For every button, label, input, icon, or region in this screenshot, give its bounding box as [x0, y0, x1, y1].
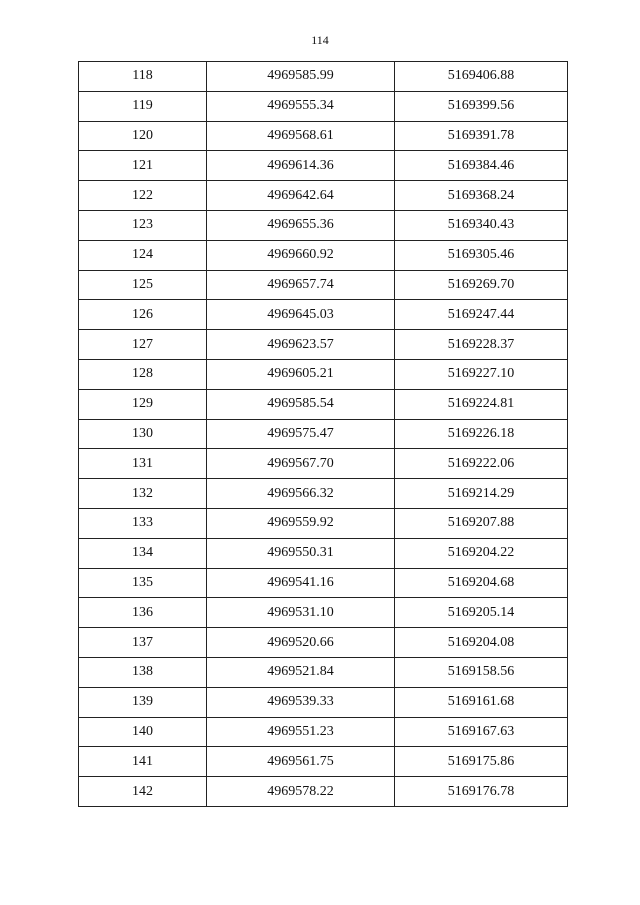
point-number-cell: 131: [79, 449, 207, 479]
y-coordinate-cell: 5169305.46: [395, 240, 568, 270]
y-coordinate-cell: 5169205.14: [395, 598, 568, 628]
table-row: [79, 240, 568, 270]
x-coordinate-cell: 4969551.23: [207, 717, 395, 747]
point-number-cell: 129: [79, 389, 207, 419]
y-coordinate-cell: 5169384.46: [395, 151, 568, 181]
table-row: [79, 181, 568, 211]
table-row: [79, 628, 568, 658]
point-number-cell: 136: [79, 598, 207, 628]
y-coordinate-cell: 5169204.08: [395, 628, 568, 658]
table-row: [79, 270, 568, 300]
point-number-cell: 133: [79, 508, 207, 538]
point-number-cell: 128: [79, 359, 207, 389]
point-number-cell: 134: [79, 538, 207, 568]
y-coordinate-cell: 5169368.24: [395, 181, 568, 211]
point-number-cell: 123: [79, 210, 207, 240]
table-row: [79, 121, 568, 151]
point-number-cell: 130: [79, 419, 207, 449]
table-row: [79, 508, 568, 538]
y-coordinate-cell: 5169399.56: [395, 91, 568, 121]
x-coordinate-cell: 4969531.10: [207, 598, 395, 628]
y-coordinate-cell: 5169222.06: [395, 449, 568, 479]
point-number-cell: 126: [79, 300, 207, 330]
point-number-cell: 122: [79, 181, 207, 211]
table-row: [79, 657, 568, 687]
y-coordinate-cell: 5169204.68: [395, 568, 568, 598]
y-coordinate-cell: 5169167.63: [395, 717, 568, 747]
table-row: [79, 687, 568, 717]
table-row: [79, 598, 568, 628]
coordinates-table-body: [79, 62, 568, 807]
point-number-cell: 140: [79, 717, 207, 747]
x-coordinate-cell: 4969642.64: [207, 181, 395, 211]
table-row: [79, 747, 568, 777]
x-coordinate-cell: 4969541.16: [207, 568, 395, 598]
y-coordinate-cell: 5169176.78: [395, 777, 568, 807]
x-coordinate-cell: 4969561.75: [207, 747, 395, 777]
table-row: [79, 62, 568, 92]
point-number-cell: 138: [79, 657, 207, 687]
page-number: 114: [311, 33, 329, 47]
table-row: [79, 777, 568, 807]
x-coordinate-cell: 4969521.84: [207, 657, 395, 687]
table-row: [79, 389, 568, 419]
point-number-cell: 135: [79, 568, 207, 598]
point-number-cell: 125: [79, 270, 207, 300]
table-row: [79, 717, 568, 747]
x-coordinate-cell: 4969575.47: [207, 419, 395, 449]
table-row: [79, 91, 568, 121]
table-row: [79, 449, 568, 479]
point-number-cell: 119: [79, 91, 207, 121]
y-coordinate-cell: 5169207.88: [395, 508, 568, 538]
x-coordinate-cell: 4969614.36: [207, 151, 395, 181]
x-coordinate-cell: 4969567.70: [207, 449, 395, 479]
point-number-cell: 141: [79, 747, 207, 777]
x-coordinate-cell: 4969655.36: [207, 210, 395, 240]
table-row: [79, 151, 568, 181]
point-number-cell: 121: [79, 151, 207, 181]
y-coordinate-cell: 5169228.37: [395, 330, 568, 360]
table-row: [79, 479, 568, 509]
x-coordinate-cell: 4969657.74: [207, 270, 395, 300]
coordinates-table: [78, 61, 568, 807]
y-coordinate-cell: 5169161.68: [395, 687, 568, 717]
x-coordinate-cell: 4969585.54: [207, 389, 395, 419]
x-coordinate-cell: 4969559.92: [207, 508, 395, 538]
table-row: [79, 359, 568, 389]
y-coordinate-cell: 5169340.43: [395, 210, 568, 240]
point-number-cell: 142: [79, 777, 207, 807]
point-number-cell: 139: [79, 687, 207, 717]
table-row: [79, 538, 568, 568]
y-coordinate-cell: 5169406.88: [395, 62, 568, 92]
y-coordinate-cell: 5169204.22: [395, 538, 568, 568]
x-coordinate-cell: 4969568.61: [207, 121, 395, 151]
y-coordinate-cell: 5169175.86: [395, 747, 568, 777]
y-coordinate-cell: 5169391.78: [395, 121, 568, 151]
point-number-cell: 124: [79, 240, 207, 270]
y-coordinate-cell: 5169224.81: [395, 389, 568, 419]
y-coordinate-cell: 5169158.56: [395, 657, 568, 687]
x-coordinate-cell: 4969605.21: [207, 359, 395, 389]
x-coordinate-cell: 4969539.33: [207, 687, 395, 717]
x-coordinate-cell: 4969550.31: [207, 538, 395, 568]
point-number-cell: 120: [79, 121, 207, 151]
x-coordinate-cell: 4969566.32: [207, 479, 395, 509]
table-row: [79, 330, 568, 360]
y-coordinate-cell: 5169214.29: [395, 479, 568, 509]
point-number-cell: 132: [79, 479, 207, 509]
table-row: [79, 210, 568, 240]
point-number-cell: 118: [79, 62, 207, 92]
x-coordinate-cell: 4969645.03: [207, 300, 395, 330]
x-coordinate-cell: 4969578.22: [207, 777, 395, 807]
y-coordinate-cell: 5169247.44: [395, 300, 568, 330]
y-coordinate-cell: 5169269.70: [395, 270, 568, 300]
x-coordinate-cell: 4969555.34: [207, 91, 395, 121]
point-number-cell: 127: [79, 330, 207, 360]
x-coordinate-cell: 4969520.66: [207, 628, 395, 658]
table-row: [79, 568, 568, 598]
x-coordinate-cell: 4969585.99: [207, 62, 395, 92]
y-coordinate-cell: 5169226.18: [395, 419, 568, 449]
table-row: [79, 419, 568, 449]
x-coordinate-cell: 4969623.57: [207, 330, 395, 360]
x-coordinate-cell: 4969660.92: [207, 240, 395, 270]
y-coordinate-cell: 5169227.10: [395, 359, 568, 389]
table-row: [79, 300, 568, 330]
point-number-cell: 137: [79, 628, 207, 658]
